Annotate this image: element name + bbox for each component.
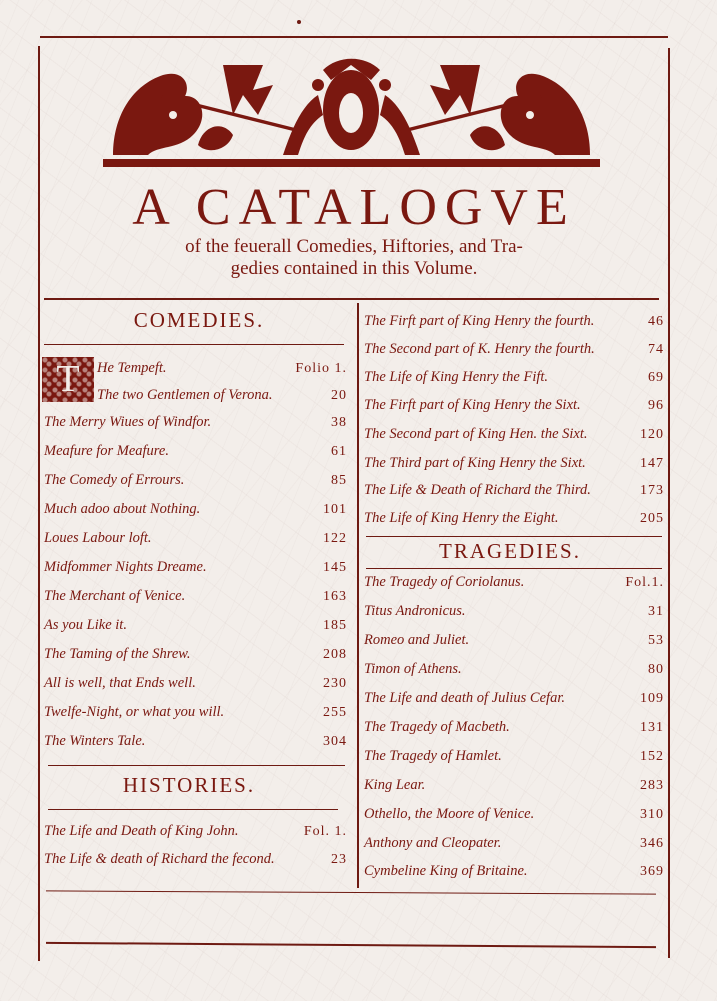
folio-number: 61 <box>331 444 347 459</box>
play-title: The Merchant of Venice. <box>44 588 186 604</box>
folio-number: 369 <box>640 864 664 879</box>
play-title: The Tragedy of Hamlet. <box>364 748 502 764</box>
list-item <box>364 603 664 629</box>
column-divider <box>357 303 359 888</box>
tragedies-rule <box>366 568 662 569</box>
tragedies-top-rule <box>366 536 662 537</box>
catalogue-subtitle <box>40 236 668 280</box>
play-title: The Comedy of Errours. <box>44 472 185 488</box>
play-title: The Life of King Henry the Fift. <box>364 369 549 385</box>
play-title: The Firft part of King Henry the fourth. <box>364 313 595 329</box>
folio-number: 173 <box>640 483 664 498</box>
folio-number: 208 <box>323 647 347 662</box>
list-item <box>364 863 664 889</box>
folio-number: 283 <box>640 778 664 793</box>
play-title: The Tragedy of Macbeth. <box>364 719 510 735</box>
folio-number: 96 <box>648 398 664 413</box>
header-divider-rule <box>44 298 659 300</box>
play-title: Twelfe-Night, or what you will. <box>44 704 225 720</box>
folio-number: 147 <box>640 456 664 471</box>
folio-number: Folio 1. <box>295 361 347 376</box>
list-item <box>44 646 347 672</box>
folio-number: 20 <box>331 388 347 403</box>
comedies-heading: COMEDIES. <box>133 308 265 332</box>
list-item <box>364 482 664 508</box>
list-item <box>364 748 664 774</box>
play-title: As you Like it. <box>44 617 127 633</box>
list-item <box>364 455 664 481</box>
frame-bottom-rule <box>46 942 656 948</box>
folio-number: 255 <box>323 705 347 720</box>
folio-number: 346 <box>640 836 664 851</box>
frame-top-rule <box>40 36 668 38</box>
play-title: The Merry Wiues of Windfor. <box>44 414 212 430</box>
list-item <box>364 397 664 423</box>
play-title: The Life & Death of Richard the Third. <box>364 482 591 498</box>
folio-number: 120 <box>640 427 664 442</box>
list-item <box>97 387 347 413</box>
list-item <box>364 806 664 832</box>
list-item <box>44 617 347 643</box>
folio-number: 185 <box>323 618 347 633</box>
tragedies-heading: TRAGEDIES. <box>439 539 581 563</box>
play-title: The Taming of the Shrew. <box>44 646 191 662</box>
play-title: The Tragedy of Coriolanus. <box>364 574 525 590</box>
play-title: The two Gentlemen of Verona. <box>97 387 273 403</box>
play-title: All is well, that Ends well. <box>44 675 196 691</box>
frame-right-rule <box>668 48 670 958</box>
play-title: The Winters Tale. <box>44 733 146 749</box>
list-item <box>44 530 347 556</box>
list-item <box>44 675 347 701</box>
list-item <box>44 472 347 498</box>
histories-rule <box>48 809 338 810</box>
folio-number: Fol. 1. <box>303 824 347 839</box>
folio-number: 304 <box>323 734 347 749</box>
play-title: King Lear. <box>364 777 426 793</box>
play-title: Timon of Athens. <box>364 661 462 677</box>
play-title: The Life & death of Richard the fecond. <box>44 851 275 867</box>
list-item <box>44 559 347 585</box>
bottom-content-rule <box>46 890 656 894</box>
list-item <box>44 414 347 440</box>
list-item <box>364 313 664 339</box>
list-item <box>44 823 347 849</box>
folio-number: 46 <box>648 314 664 329</box>
list-item <box>364 719 664 745</box>
ornamental-headpiece <box>103 55 600 167</box>
play-title: Anthony and Cleopater. <box>364 835 502 851</box>
play-title: The Firft part of King Henry the Sixt. <box>364 397 581 413</box>
histories-heading: HISTORIES. <box>122 773 256 797</box>
list-item <box>364 510 664 536</box>
folio-number: 31 <box>648 604 664 619</box>
list-item <box>364 574 664 600</box>
comedies-rule <box>44 344 344 345</box>
folio-number: 101 <box>323 502 347 517</box>
folio-number: 122 <box>323 531 347 546</box>
folio-number: 131 <box>640 720 664 735</box>
play-title: The Life and death of Julius Cefar. <box>364 690 565 706</box>
folio-number: 53 <box>648 633 664 648</box>
play-title: Meafure for Meafure. <box>44 443 169 459</box>
folio-number: Fol.1. <box>625 575 664 590</box>
histories-top-rule <box>48 765 345 766</box>
play-title: Much adoo about Nothing. <box>44 501 201 517</box>
play-title: He Tempeft. <box>97 360 167 376</box>
subtitle-line-2: gedies contained in this Volume. <box>230 258 478 279</box>
list-item <box>364 341 664 367</box>
play-title: The Life of King Henry the Eight. <box>364 510 559 526</box>
folio-number: 230 <box>323 676 347 691</box>
list-item <box>364 690 664 716</box>
play-title: Loues Labour loft. <box>44 530 152 546</box>
list-item <box>44 443 347 469</box>
list-item <box>364 369 664 395</box>
play-title: The Third part of King Henry the Sixt. <box>364 455 586 471</box>
list-item <box>44 704 347 730</box>
folio-number: 69 <box>648 370 664 385</box>
printer-mark-dot <box>297 20 301 24</box>
play-title: Romeo and Juliet. <box>364 632 470 648</box>
catalogue-title: A CATALOGVE <box>132 179 576 236</box>
list-item <box>364 661 664 687</box>
list-item <box>364 777 664 803</box>
list-item <box>44 588 347 614</box>
folio-number: 145 <box>323 560 347 575</box>
list-item <box>44 733 347 759</box>
subtitle-line-1: of the feuerall Comedies, Hiftories, and Tra- <box>185 236 523 257</box>
folio-number: 310 <box>640 807 664 822</box>
folio-number: 163 <box>323 589 347 604</box>
list-item <box>97 360 347 386</box>
list-item <box>44 851 347 877</box>
list-item <box>364 835 664 861</box>
play-title: The Second part of K. Henry the fourth. <box>364 341 595 357</box>
play-title: Cymbeline King of Britaine. <box>364 863 528 879</box>
decorated-initial: T <box>42 357 94 402</box>
folio-number: 74 <box>648 342 664 357</box>
folio-number: 80 <box>648 662 664 677</box>
play-title: The Second part of King Hen. the Sixt. <box>364 426 588 442</box>
folio-number: 152 <box>640 749 664 764</box>
list-item <box>364 426 664 452</box>
folio-number: 85 <box>331 473 347 488</box>
play-title: Midfommer Nights Dreame. <box>44 559 207 575</box>
play-title: The Life and Death of King John. <box>44 823 239 839</box>
play-title: Othello, the Moore of Venice. <box>364 806 535 822</box>
play-title: Titus Andronicus. <box>364 603 466 619</box>
folio-number: 38 <box>331 415 347 430</box>
list-item <box>44 501 347 527</box>
list-item <box>364 632 664 658</box>
folio-number: 205 <box>640 511 664 526</box>
folio-number: 23 <box>331 852 347 867</box>
folio-number: 109 <box>640 691 664 706</box>
